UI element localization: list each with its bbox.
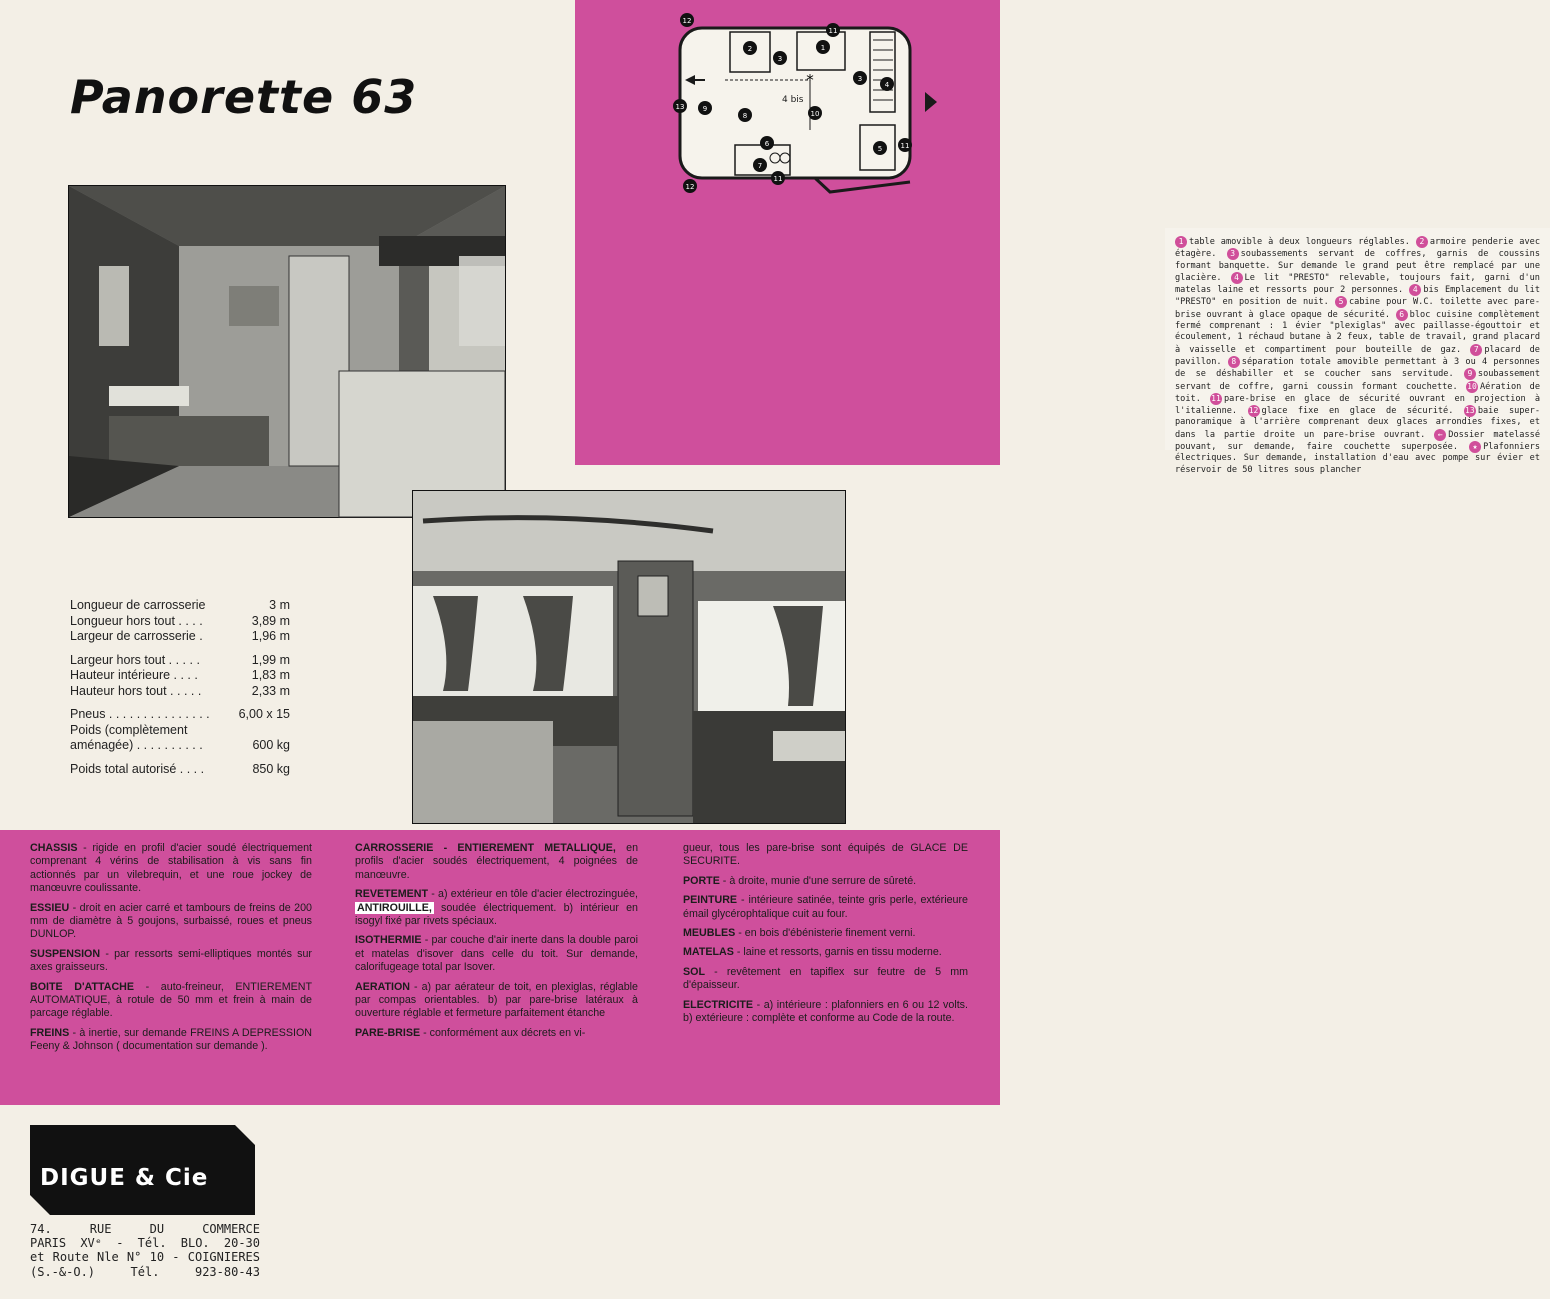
svg-text:*: * xyxy=(806,71,814,89)
interior-photo-rear xyxy=(412,490,846,824)
spec-label: Poids total autorisé . . . . xyxy=(70,761,205,776)
legend-number: 1 xyxy=(1175,236,1187,248)
legend-text: pare-brise en glace de sécurité ouvrant en projection à l'italienne. xyxy=(1175,393,1540,417)
feature-paragraph xyxy=(683,946,968,959)
legend-text: table amovible à deux longueurs réglables. xyxy=(1189,237,1416,247)
plan-marker-label: 11 xyxy=(900,142,910,150)
feature-paragraph xyxy=(683,999,968,1026)
legend-number: ★ xyxy=(1469,441,1481,453)
legend-number: 9 xyxy=(1464,368,1476,380)
feature-keyword: BOITE D'ATTACHE xyxy=(30,980,135,993)
spec-label: Poids (complètement xyxy=(70,722,188,737)
feature-paragraph xyxy=(30,981,312,1021)
spec-label: Hauteur intérieure . . . . xyxy=(70,668,198,682)
feature-text: - intérieure satinée, teinte gris perle, extérieure émail glycérophtalique cuit au four. xyxy=(683,894,968,920)
spec-value: 850 kg xyxy=(252,761,290,776)
legend-text: Le lit "PRESTO" relevable, toujours fait, garni d'un matelas laine et ressorts pour 2 personnes. xyxy=(1175,272,1540,296)
spec-row xyxy=(70,723,290,739)
plan-marker-label: 5 xyxy=(877,145,883,153)
legend-text: placard de pavillon. xyxy=(1175,344,1540,367)
spec-value: 600 kg xyxy=(252,738,290,752)
plan-marker-label: 4 xyxy=(884,81,890,89)
spec-label: Largeur hors tout . . . . . xyxy=(70,652,200,667)
legend-number: ← xyxy=(1434,429,1446,441)
legend-text: cabine pour W.C. toilette avec pare-brise ouvrant à glace opaque de sécurité. xyxy=(1175,297,1541,320)
plan-marker-label: 1 xyxy=(820,44,826,52)
plan-marker-label: 6 xyxy=(764,140,770,148)
spec-row xyxy=(70,614,290,630)
feature-paragraph xyxy=(30,902,312,942)
plan-marker-label: 2 xyxy=(747,45,753,53)
legend-number: 12 xyxy=(1248,406,1259,416)
feature-keyword: CARROSSERIE - ENTIEREMENT METALLIQUE, xyxy=(355,842,616,854)
feature-text: - rigide en profil d'acier soudé électriquement comprenant 4 vérins de stabilisation à vis sans fin actionnés par un vilebrequin, et une roue jockey de manœuvre coulissante. xyxy=(30,842,312,895)
spec-row xyxy=(70,629,290,645)
feature-paragraph xyxy=(355,934,638,974)
feature-keyword: PORTE xyxy=(683,874,720,887)
spec-label: Hauteur hors tout . . . . . xyxy=(70,683,202,698)
plan-marker-label: 13 xyxy=(675,103,685,111)
plan-legend xyxy=(1165,228,1550,475)
spec-value: 6,00 x 15 xyxy=(238,707,290,721)
features-column-1 xyxy=(30,842,312,1060)
spec-value: 3 m xyxy=(269,598,290,612)
feature-keyword: PEINTURE xyxy=(683,894,738,907)
legend-number: 7 xyxy=(1470,344,1482,356)
label-4bis: 4 bis xyxy=(782,95,804,105)
direction-arrow-icon xyxy=(925,92,937,112)
plan-marker-label: 8 xyxy=(742,112,748,120)
spec-row xyxy=(70,668,290,684)
feature-keyword: MATELAS xyxy=(683,946,734,959)
feature-keyword: FREINS xyxy=(30,1026,70,1039)
spec-row xyxy=(70,598,290,614)
dimensions-table xyxy=(70,598,290,777)
plan-marker-label: 7 xyxy=(757,162,763,170)
spec-value: 1,99 m xyxy=(251,652,290,667)
spec-label: Longueur hors tout . . . . xyxy=(70,613,203,628)
legend-text: Plafonniers électriques. Sur demande, installation d'eau avec pompe sur évier et réservoir de 50 litres sous plancher xyxy=(1175,442,1540,475)
address-line: et Route Nle N° 10 - COIGNIERES xyxy=(30,1250,260,1265)
logo-text: DIGUE & Cie xyxy=(40,1165,209,1191)
feature-keyword: SOL xyxy=(683,965,705,978)
feature-text: - a) extérieur en tôle d'acier électrozinguée, xyxy=(428,888,638,901)
legend-number: 6 xyxy=(1396,309,1408,321)
feature-keyword: REVETEMENT xyxy=(355,888,429,901)
spec-label: Pneus . . . . . . . . . . . . . . . xyxy=(70,707,210,721)
legend-number: 4 xyxy=(1409,284,1421,296)
legend-item xyxy=(1175,237,1416,247)
spec-row xyxy=(70,684,290,700)
legend-item xyxy=(1248,406,1464,416)
spec-row xyxy=(70,653,290,669)
feature-paragraph xyxy=(683,894,968,921)
plan-marker-label: 11 xyxy=(828,27,838,35)
feature-text: - droit en acier carré et tambours de freins de 200 mm de diamètre à 5 goujons, surbaissé, roues et pneus DUNLOP. xyxy=(30,901,312,941)
legend-number: 3 xyxy=(1227,248,1239,260)
spec-row xyxy=(70,738,290,754)
plan-marker-label: 10 xyxy=(810,110,820,118)
plan-marker-label: 3 xyxy=(857,75,863,83)
feature-paragraph xyxy=(683,842,968,869)
legend-number: 10 xyxy=(1467,381,1477,391)
legend-text: baie super-panoramique à l'arrière comprenant deux glaces arrondies fixes, et dans la partie droite un pare-brise ouvrant. xyxy=(1175,406,1540,440)
feature-paragraph xyxy=(683,927,968,940)
spec-value: 3,89 m xyxy=(251,613,290,628)
feature-text: - laine et ressorts, garnis en tissu moderne. xyxy=(733,946,942,959)
legend-text: Dossier matelassé pouvant, sur demande, faire couchette superposée. xyxy=(1175,429,1540,453)
feature-keyword: ELECTRICITE xyxy=(683,998,754,1011)
floor-plan-panel xyxy=(575,0,1541,475)
feature-text: - à droite, munie d'une serrure de sûreté. xyxy=(719,874,917,887)
feature-text: - par ressorts semi-elliptiques montés sur axes graisseurs. xyxy=(30,947,312,974)
plan-marker-label: 12 xyxy=(682,17,692,25)
feature-text: - auto-freineur, ENTIEREMENT AUTOMATIQUE, à rotule de 50 mm et frein à main de parcage réglable. xyxy=(30,980,313,1020)
feature-keyword: ISOTHERMIE xyxy=(355,934,422,947)
spec-label: aménagée) . . . . . . . . . . xyxy=(70,738,203,752)
feature-paragraph xyxy=(30,842,312,896)
spec-value: 2,33 m xyxy=(251,683,290,698)
feature-text: soudée électriquement. b) intérieur en isogyl fixé par rivets spéciaux. xyxy=(355,901,638,928)
spec-row xyxy=(70,707,290,723)
plan-marker-label: 12 xyxy=(685,183,695,191)
features-column-2 xyxy=(355,842,638,1046)
company-address xyxy=(30,1222,260,1279)
antirust-badge: ANTIROUILLE, xyxy=(357,901,432,914)
legend-number: 5 xyxy=(1335,296,1347,308)
feature-paragraph xyxy=(30,1027,312,1054)
page-title: Panorette 63 xyxy=(70,70,418,124)
feature-text: - conformément aux décrets en vi- xyxy=(420,1026,586,1039)
address-line: 74. RUE DU COMMERCE xyxy=(30,1222,260,1236)
legend-text: séparation totale amovible permettant à 3 ou 4 personnes de se déshabiller et se coucher sans servitude. xyxy=(1175,356,1540,380)
legend-text: bloc cuisine complètement fermé comprenant : 1 évier "plexiglas" avec paillasse-égouttoir et écoulement, 1 réchaud butane à 2 feux, table de travail, grand placard à vaisselle et compartiment pour bouteille de gaz. xyxy=(1175,309,1540,355)
spec-label: Longueur de carrosserie xyxy=(70,598,206,612)
legend-number: 8 xyxy=(1228,356,1240,368)
legend-text: Aération de toit. xyxy=(1175,381,1540,404)
plan-marker-label: 11 xyxy=(773,175,783,183)
feature-text: - à inertie, sur demande FREINS A DEPRESSION Feeny & Johnson ( documentation sur demande ). xyxy=(30,1026,312,1053)
legend-number: 13 xyxy=(1465,406,1475,416)
feature-text: - a) intérieure : plafonniers en 6 ou 12 volts. b) extérieure : complète et conforme au Code de la route. xyxy=(683,998,968,1025)
feature-keyword: AERATION xyxy=(355,980,411,993)
feature-keyword: ESSIEU xyxy=(30,901,70,914)
feature-keyword: CHASSIS xyxy=(30,842,78,854)
legend-text: soubassement servant de coffre, garni coussin formant couchette. xyxy=(1175,369,1540,392)
legend-text: glace fixe en glace de sécurité. xyxy=(1261,406,1464,417)
feature-keyword: PARE-BRISE xyxy=(355,1026,421,1039)
feature-text: - en bois d'ébénisterie finement verni. xyxy=(735,927,916,940)
feature-paragraph xyxy=(683,966,968,993)
feature-text: gueur, tous les pare-brise sont équipés de GLACE DE SECURITE. xyxy=(683,842,968,868)
feature-paragraph xyxy=(355,888,638,928)
address-line: PARIS XVᵉ - Tél. BLO. 20-30 xyxy=(30,1236,260,1251)
feature-keyword: SUSPENSION xyxy=(30,947,101,960)
feature-text: en profils d'acier soudés électriquement, 4 poignées de manœuvre. xyxy=(355,842,639,881)
legend-text: armoire penderie avec étagère. xyxy=(1175,237,1540,260)
spec-value: 1,83 m xyxy=(251,668,290,682)
spec-value: 1,96 m xyxy=(251,629,290,643)
drawbar xyxy=(815,178,910,192)
plan-marker-label: 9 xyxy=(702,105,708,113)
feature-paragraph xyxy=(355,1027,638,1040)
feature-text: - par couche d'air inerte dans la double paroi et matelas d'isover dans celle du toit. Sur demande, calorifugeage total par Isover. xyxy=(355,934,638,974)
company-logo xyxy=(30,1125,255,1215)
floor-plan-diagram xyxy=(575,0,1000,225)
feature-paragraph xyxy=(30,948,312,975)
feature-text: - revêtement en tapiflex sur feutre de 5 mm d'épaisseur. xyxy=(683,965,968,992)
feature-paragraph xyxy=(355,842,638,882)
spec-label: Largeur de carrosserie . xyxy=(70,629,203,643)
legend-number: 4 xyxy=(1231,272,1243,284)
legend-text: bis Emplacement du lit "PRESTO" en position de nuit. xyxy=(1175,285,1540,308)
legend-number: 11 xyxy=(1211,393,1221,403)
feature-paragraph xyxy=(683,875,968,888)
legend-number: 2 xyxy=(1416,236,1428,248)
address-line: (S.-&-O.) Tél. 923-80-43 xyxy=(30,1264,260,1279)
feature-text: - a) par aérateur de toit, en plexiglas, réglable par compas orientables. b) par pare-brise latéraux à ouverture réglable et fermeture parfaitement étanche xyxy=(355,980,638,1020)
features-column-3 xyxy=(683,842,968,1031)
plan-marker-label: 3 xyxy=(777,55,783,63)
feature-keyword: MEUBLES xyxy=(683,927,736,940)
legend-text: soubassements servant de coffres, garnis de coussins formant banquette. Sur demande le grand peut être remplacé par une glacière. xyxy=(1175,249,1540,283)
feature-paragraph xyxy=(355,981,638,1021)
spec-row xyxy=(70,762,290,778)
interior-photo-front xyxy=(68,185,506,518)
